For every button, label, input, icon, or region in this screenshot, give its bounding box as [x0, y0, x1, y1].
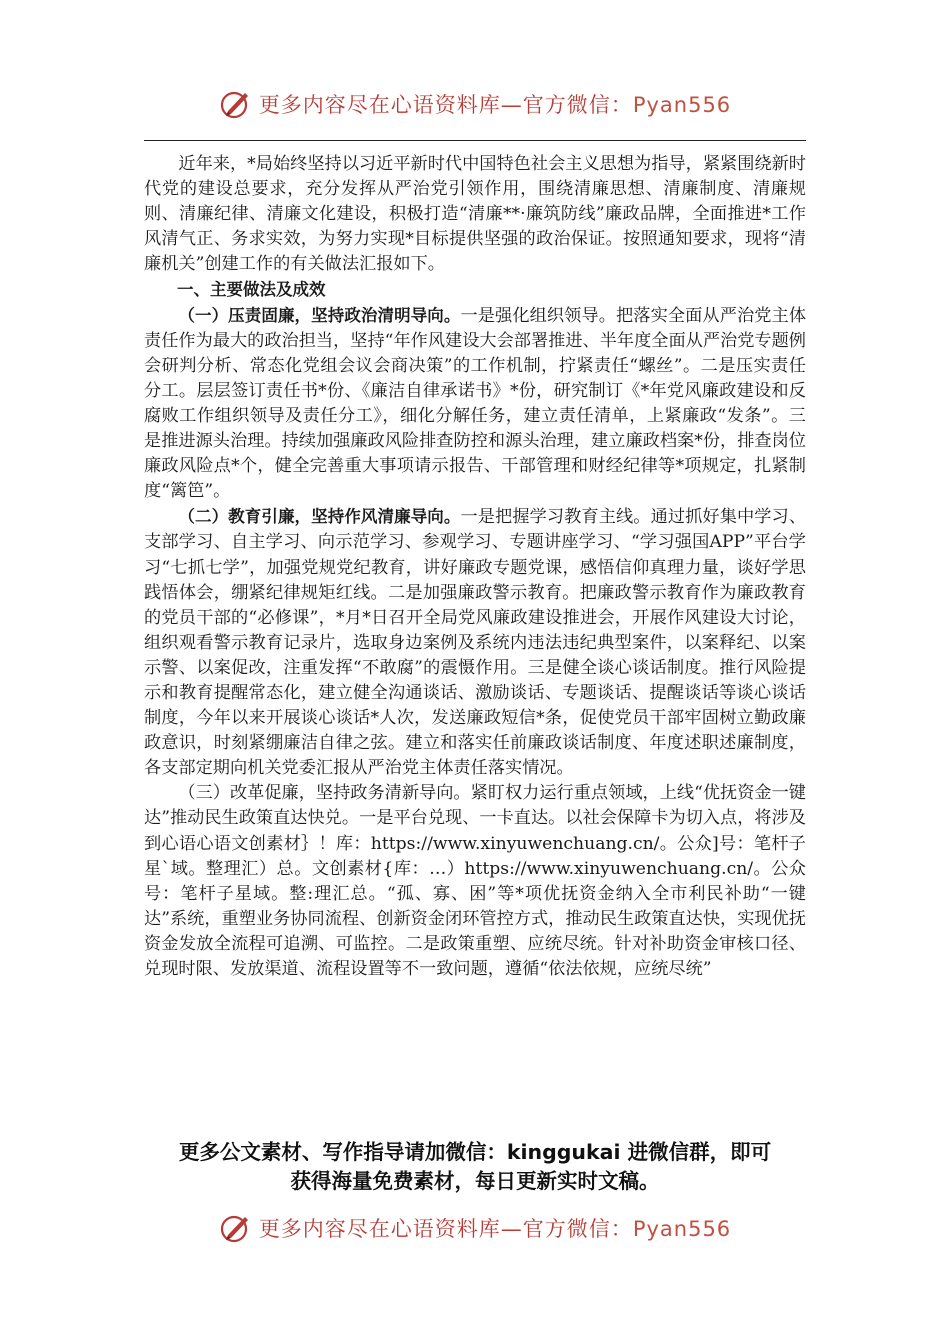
footer-wechat-id: Pyan556 — [632, 1217, 732, 1241]
promo-notice — [100, 1138, 850, 1196]
footer-banner — [0, 1208, 950, 1248]
pen-logo-icon — [219, 87, 253, 121]
section-heading: 一、主要做法及成效 — [177, 280, 326, 300]
promo-line-2: 获得海量免费素材，每日更新实时文稿。 — [290, 1169, 660, 1193]
document-body — [144, 152, 806, 982]
paragraph-2-lead: （二）教育引廉，坚持作风清廉导向。 — [178, 507, 461, 527]
header-banner — [0, 84, 950, 124]
paragraph-1: （一）压责固廉，坚持政治清明导向。一是强化组织领导。把落实全面从严治党主体责任作为最大的政治担当，坚持“年作风建设大会部署推进、半年度全面从严治党专题例会研判分析、常态化党组会议会商决策”的工作机制，拧紧责任“螺丝”。二是压实责任分工。层层签订责任书*份、《廉洁自律承诺书》*份，研究制订《*年党风廉政建设和反腐败工作组织领导及责任分工》，细化分解任务，建立责任清单，上紧廉政“发条”。三是推进源头治理。持续加强廉政风险排查防控和源头治理，建立廉政档案*份，排查岗位廉政风险点*个，健全完善重大事项请示报告、干部管理和财经纪律等*项规定，扎紧制度“篱笆”。 — [144, 305, 807, 502]
intro-paragraph: 近年来，*局始终坚持以习近平新时代中国特色社会主义思想为指导，紧紧围绕新时代党的建设总要求，充分发挥从严治党引领作用，围绕清廉思想、清廉制度、清廉规则、清廉纪律、清廉文化建设，积极打造“清廉**·廉筑防线”廉政品牌，全面推进*工作风清气正、务求实效，为努力实现*目标提供坚强的政治保证。按照通知要求，现将“清廉机关”创建工作的有关做法汇报如下。 — [144, 154, 806, 275]
footer-brand: 更多内容尽在心语资料库—官方微信：Pyan556 — [258, 1217, 732, 1241]
paragraph-3: （三）改革促廉，坚持政务清新导向。紧盯权力运行重点领域，上线“优抚资金一键达”推动民生政策直达快兑。一是平台兑现、一卡直达。以社会保障卡为切入点，将涉及到心语心语文创素材｝！库：https://www.xinyuwenchuang.cn/。公众]号：笔杆子星`域。整理汇）总。文创素材{库：…）https://www.xinyuwenchuang.cn/。公众号：笔杆子星域。整:理汇总。“孤、寡、困”等*项优抚资金纳入全市利民补助“一键达”系统，重塑业务协同流程、创新资金闭环管控方式，推动民生政策直达快，实现优抚资金发放全流程可追溯、可监控。二是政策重塑、应统尽统。针对补助资金审核口径、兑现时限、发放渠道、流程设置等不一致问题，遵循“依法依规，应统尽统” — [144, 783, 806, 979]
promo-line-1: 更多公文素材、写作指导请加微信：kinggukai 进微信群，即可 — [178, 1140, 772, 1164]
header-wechat-id: Pyan556 — [632, 93, 732, 117]
pen-logo-icon — [219, 1211, 253, 1245]
paragraph-2: （二）教育引廉，坚持作风清廉导向。一是把握学习教育主线。通过抓好集中学习、支部学习、自主学习、向示范学习、参观学习、专题讲座学习、“学习强国APP”平台学习“七抓七学”，加强党规党纪教育，讲好廉政专题党课，感悟信仰真理力量，谈好学思践悟体会，绷紧纪律规矩红线。二是加强廉政警示教育。把廉政警示教育作为廉政教育的党员干部的“必修课”，*月*日召开全局党风廉政建设推进会，开展作风建设大讨论，组织观看警示教育记录片，选取身边案例及系统内违法违纪典型案件，以案释纪、以案示警、以案促改，注重发挥“不敢腐”的震慑作用。三是健全谈心谈话制度。推行风险提示和教育提醒常态化，建立健全沟通谈话、激励谈话、专题谈话、提醒谈话等谈心谈话制度，今年以来开展谈心谈话*人次，发送廉政短信*条，促使党员干部牢固树立勤政廉政意识，时刻紧绷廉洁自律之弦。建立和落实任前廉政谈话制度、年度述职述廉制度，各支部定期向机关党委汇报从严治党主体责任落实情况。 — [144, 507, 807, 779]
paragraph-1-lead: （一）压责固廉，坚持政治清明导向。 — [178, 305, 461, 325]
header-brand: 更多内容尽在心语资料库—官方微信：Pyan556 — [258, 93, 732, 117]
header-divider — [144, 140, 806, 141]
